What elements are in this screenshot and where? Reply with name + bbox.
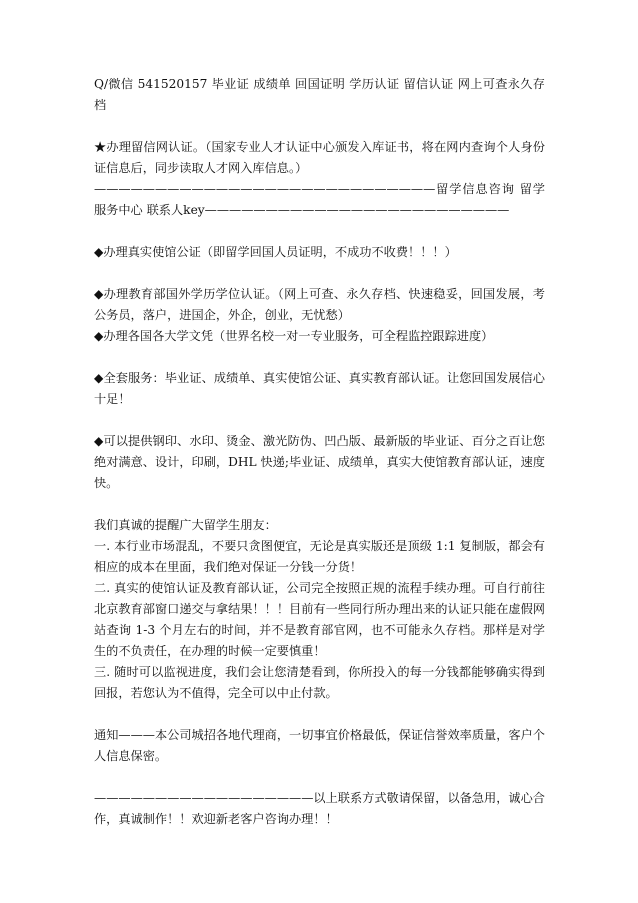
header-line: Q/微信 541520157 毕业证 成绩单 回国证明 学历认证 留信认证 网上可查永久存档 <box>94 77 545 112</box>
spacer <box>94 767 545 788</box>
document-body <box>94 74 545 830</box>
spacer <box>94 347 545 368</box>
embassy-notarization-item: ◆办理真实使馆公证（即留学回国人员证明，不成功不收费！！！） <box>94 245 457 259</box>
reminder-point-two: 二. 真实的使馆认证及教育部认证，公司完全按照正规的流程手续办理。可自行前往北京教育部窗口递交与拿结果！！！目前有一些同行所办理出来的认证只能在虚假网站查询 1-3 个月左右的时间，并不是教育部官网，也不可能永久存档。那样是对学生的不负责任，在办理的时候一定要慎重！ <box>94 581 545 658</box>
spacer <box>94 410 545 431</box>
spacer <box>94 704 545 725</box>
spacer <box>94 221 545 242</box>
university-diploma-item: ◆办理各国各大学文凭（世界名校一对一专业服务，可全程监控跟踪进度） <box>94 329 494 343</box>
contact-line: ————————————————————————————留学信息咨询 留学服务中心 联系人key————————————————————————— <box>94 182 545 217</box>
reminder-point-three: 三. 随时可以监视进度，我们会让您清楚看到，你所投入的每一分钱都能够确实得到回报，若您认为不值得，完全可以中止付款。 <box>94 665 545 700</box>
liuxin-certification-paragraph: ★办理留信网认证。（国家专业人才认证中心颁发入库证书，将在网内查询个人身份证信息后，同步读取人才网入库信息。） <box>94 140 545 175</box>
reminder-point-one: 一. 本行业市场混乱，不要只贪图便宜，无论是真实版还是顶级 1:1 复制版，都会有相应的成本在里面，我们绝对保证一分钱一分货！ <box>94 539 545 574</box>
closing-paragraph: ——————————————————以上联系方式敬请保留，以备急用，诚心合作，真诚制作！！欢迎新老客户咨询办理！！ <box>94 791 545 826</box>
ministry-certification-item: ◆办理教育部国外学历学位认证。（网上可查、永久存档、快速稳妥，回国发展，考公务员，落户，进国企，外企，创业，无忧愁） <box>94 287 545 322</box>
reminder-heading: 我们真诚的提醒广大留学生朋友： <box>94 518 277 532</box>
printing-service-item: ◆可以提供钢印、水印、烫金、激光防伪、凹凸版、最新版的毕业证、百分之百让您绝对满意、设计，印刷，DHL 快递;毕业证、成绩单，真实大使馆教育部认证，速度快。 <box>94 434 545 490</box>
spacer <box>94 116 545 137</box>
full-service-item: ◆全套服务：毕业证、成绩单、真实使馆公证、真实教育部认证。让您回国发展信心十足！ <box>94 371 545 406</box>
notice-paragraph: 通知———本公司城招各地代理商，一切事宜价格最低，保证信誉效率质量，客户个人信息保密。 <box>94 728 545 763</box>
spacer <box>94 263 545 284</box>
spacer <box>94 494 545 515</box>
